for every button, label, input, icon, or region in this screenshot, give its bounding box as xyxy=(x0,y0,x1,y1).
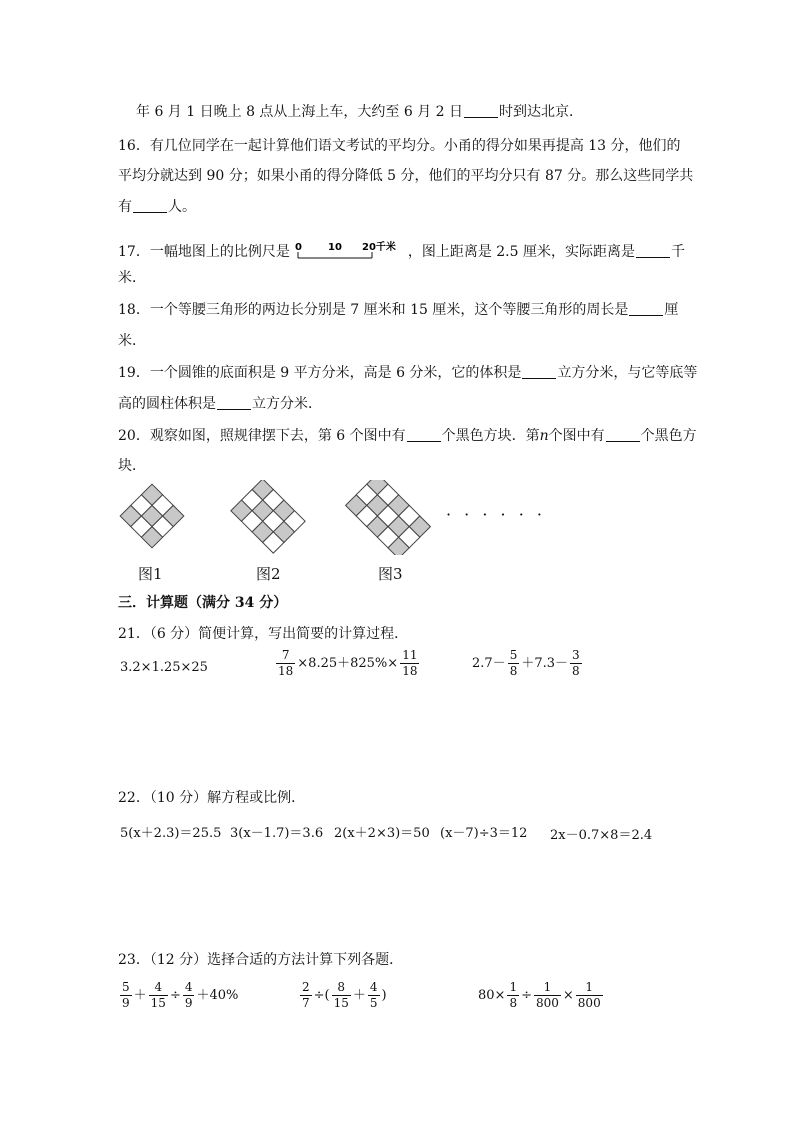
operator-text: 80× xyxy=(478,988,506,1003)
operator-text: ＋ xyxy=(352,988,366,1003)
fraction xyxy=(276,648,295,679)
scale-label-0: 0 xyxy=(294,242,302,253)
q17-line1 xyxy=(118,240,685,262)
section-3-title: 三．计算题（满分 34 分） xyxy=(118,595,288,611)
q20-line1 xyxy=(118,426,697,446)
operator-text: ) xyxy=(381,988,387,1003)
figure-1-label: 图1 xyxy=(138,565,163,583)
q19-text-c: 高的圆柱体积是 xyxy=(118,396,216,412)
q17-blank xyxy=(636,243,670,258)
map-scale-bar xyxy=(294,240,404,260)
q18-line2: 米． xyxy=(118,333,146,349)
q16-line2: 平均分就达到 90 分；如果小甬的得分降低 5 分，他们的平均分只有 87 分。那么这些同学共 xyxy=(118,168,694,184)
q17-end: 千 xyxy=(671,244,685,260)
q15-blank xyxy=(464,103,498,118)
q20-text-d: 个黑色方 xyxy=(640,428,697,444)
q22-eq-1: 5(x＋2.3)＝25.5 xyxy=(120,826,222,841)
q20-text-b: 个黑色方块．第 xyxy=(441,428,540,444)
denominator: 15 xyxy=(333,996,349,1010)
figure-2-grid xyxy=(231,480,305,553)
q16-blank xyxy=(133,198,167,213)
fraction xyxy=(120,980,132,1011)
operator-text: ＋40% xyxy=(196,988,239,1003)
numerator: 5 xyxy=(122,980,130,994)
q18-end: 厘 xyxy=(664,302,679,318)
numerator: 1 xyxy=(509,980,518,994)
q21-expr-3 xyxy=(472,648,584,679)
numerator: 4 xyxy=(184,980,193,994)
q19-line2 xyxy=(118,394,322,414)
q19-blank-1 xyxy=(522,364,556,379)
q20-blank-2 xyxy=(606,427,640,442)
operator-text: ×8.25＋825%× xyxy=(297,656,399,671)
numerator: 4 xyxy=(149,980,168,996)
fraction xyxy=(332,980,351,1011)
scale-bar-graphic xyxy=(294,240,404,262)
fraction xyxy=(368,980,380,1011)
numerator: 8 xyxy=(332,980,351,996)
ellipsis: · · · · · · xyxy=(446,505,546,524)
q17-text: 17．一幅地图上的比例尺是 xyxy=(118,244,290,260)
q18-text: 18．一个等腰三角形的两边长分别是 7 厘米和 15 厘米，这个等腰三角形的周长是 xyxy=(118,302,629,318)
q23-title: 23．（12 分）选择合适的方法计算下列各题． xyxy=(118,952,404,968)
q21-title: 21．（6 分）简便计算，写出简要的计算过程． xyxy=(118,626,409,642)
figure-1-grid xyxy=(120,484,184,548)
numerator: 5 xyxy=(509,648,518,662)
q18-line1 xyxy=(118,300,678,320)
fraction xyxy=(507,980,519,1011)
q22-title: 22．（10 分）解方程或比例． xyxy=(118,790,306,806)
operator-text: 2.7－ xyxy=(472,656,506,671)
denominator: 18 xyxy=(402,664,418,678)
operator-text: ÷( xyxy=(313,988,330,1003)
q20-text-c: 个图中有 xyxy=(548,428,605,444)
q20-variable-n: n xyxy=(539,428,549,444)
q17-text-after: ，图上距离是 2.5 厘米，实际距离是 xyxy=(407,244,635,260)
q20-blank-1 xyxy=(407,427,441,442)
q19-blank-2 xyxy=(217,395,251,410)
numerator: 1 xyxy=(576,980,603,996)
q23-expr-1 xyxy=(118,980,238,1011)
figure-2-label: 图2 xyxy=(256,565,281,583)
q19-line1 xyxy=(118,363,697,383)
q22-eq-3: 2(x＋2×3)＝50 xyxy=(334,826,430,841)
q19-text-b: 立方分米，与它等底等 xyxy=(557,365,698,381)
figure-2 xyxy=(231,480,305,553)
q16-text: 有 xyxy=(118,199,132,215)
denominator: 5 xyxy=(369,996,378,1010)
q15-tail xyxy=(136,102,583,122)
denominator: 18 xyxy=(278,664,294,678)
q16-text-after: 人。 xyxy=(168,199,196,215)
q20-line2: 块． xyxy=(118,458,146,474)
denominator: 800 xyxy=(535,996,559,1010)
q16-line3 xyxy=(118,197,196,217)
denominator: 15 xyxy=(150,996,166,1010)
figure-3 xyxy=(346,480,431,555)
numerator: 7 xyxy=(276,648,295,664)
denominator: 8 xyxy=(509,996,518,1010)
q16-line1: 16．有几位同学在一起计算他们语文考试的平均分。小甬的得分如果再提高 13 分，他们的 xyxy=(118,138,681,154)
numerator: 2 xyxy=(302,980,310,994)
numerator: 1 xyxy=(534,980,561,996)
operator-text: ÷ xyxy=(169,988,181,1003)
fraction xyxy=(576,980,603,1011)
q19-text-a: 19．一个圆锥的底面积是 9 平方分米，高是 6 分米，它的体积是 xyxy=(118,365,522,381)
fraction xyxy=(570,648,582,679)
q18-blank xyxy=(629,301,663,316)
scale-label-20: 20千米 xyxy=(361,242,396,253)
fraction xyxy=(183,980,195,1011)
q21-expr-2 xyxy=(274,648,421,679)
q20-text-a: 20．观察如图，照规律摆下去，第 6 个图中有 xyxy=(118,428,406,444)
fraction xyxy=(400,648,419,679)
q22-eq-5: 2x－0.7×8＝2.4 xyxy=(550,828,653,843)
denominator: 8 xyxy=(509,664,518,678)
operator-text: × xyxy=(562,988,574,1003)
q19-text-d: 立方分米． xyxy=(252,396,322,412)
operator-text: ＋ xyxy=(133,988,147,1003)
fraction xyxy=(149,980,168,1011)
q21-expr-1: 3.2×1.25×25 xyxy=(120,660,208,675)
figure-3-label: 图3 xyxy=(378,565,403,583)
scale-label-10: 10 xyxy=(327,242,342,253)
q23-expr-2 xyxy=(298,980,387,1011)
fraction xyxy=(534,980,561,1011)
denominator: 8 xyxy=(572,664,580,678)
operator-text: ＋7.3－ xyxy=(521,656,569,671)
numerator: 3 xyxy=(572,648,580,662)
figure-3-grid xyxy=(346,480,431,555)
q22-eq-4: (x－7)÷3＝12 xyxy=(440,826,528,841)
figure-1 xyxy=(120,484,184,548)
denominator: 800 xyxy=(577,996,601,1010)
numerator: 4 xyxy=(369,980,378,994)
denominator: 7 xyxy=(302,996,310,1010)
q15-text: 年 6 月 1 日晚上 8 点从上海上车，大约至 6 月 2 日 xyxy=(136,104,464,120)
numerator: 11 xyxy=(402,648,418,662)
q15-text-after: 时到达北京． xyxy=(499,104,584,120)
q22-eq-2: 3(x－1.7)＝3.6 xyxy=(230,826,324,841)
fraction xyxy=(508,648,520,679)
denominator: 9 xyxy=(122,996,130,1010)
denominator: 9 xyxy=(184,996,193,1010)
operator-text: ÷ xyxy=(521,988,532,1003)
fraction xyxy=(300,980,312,1011)
q23-expr-3 xyxy=(478,980,605,1011)
q17-line2: 米． xyxy=(118,270,146,286)
